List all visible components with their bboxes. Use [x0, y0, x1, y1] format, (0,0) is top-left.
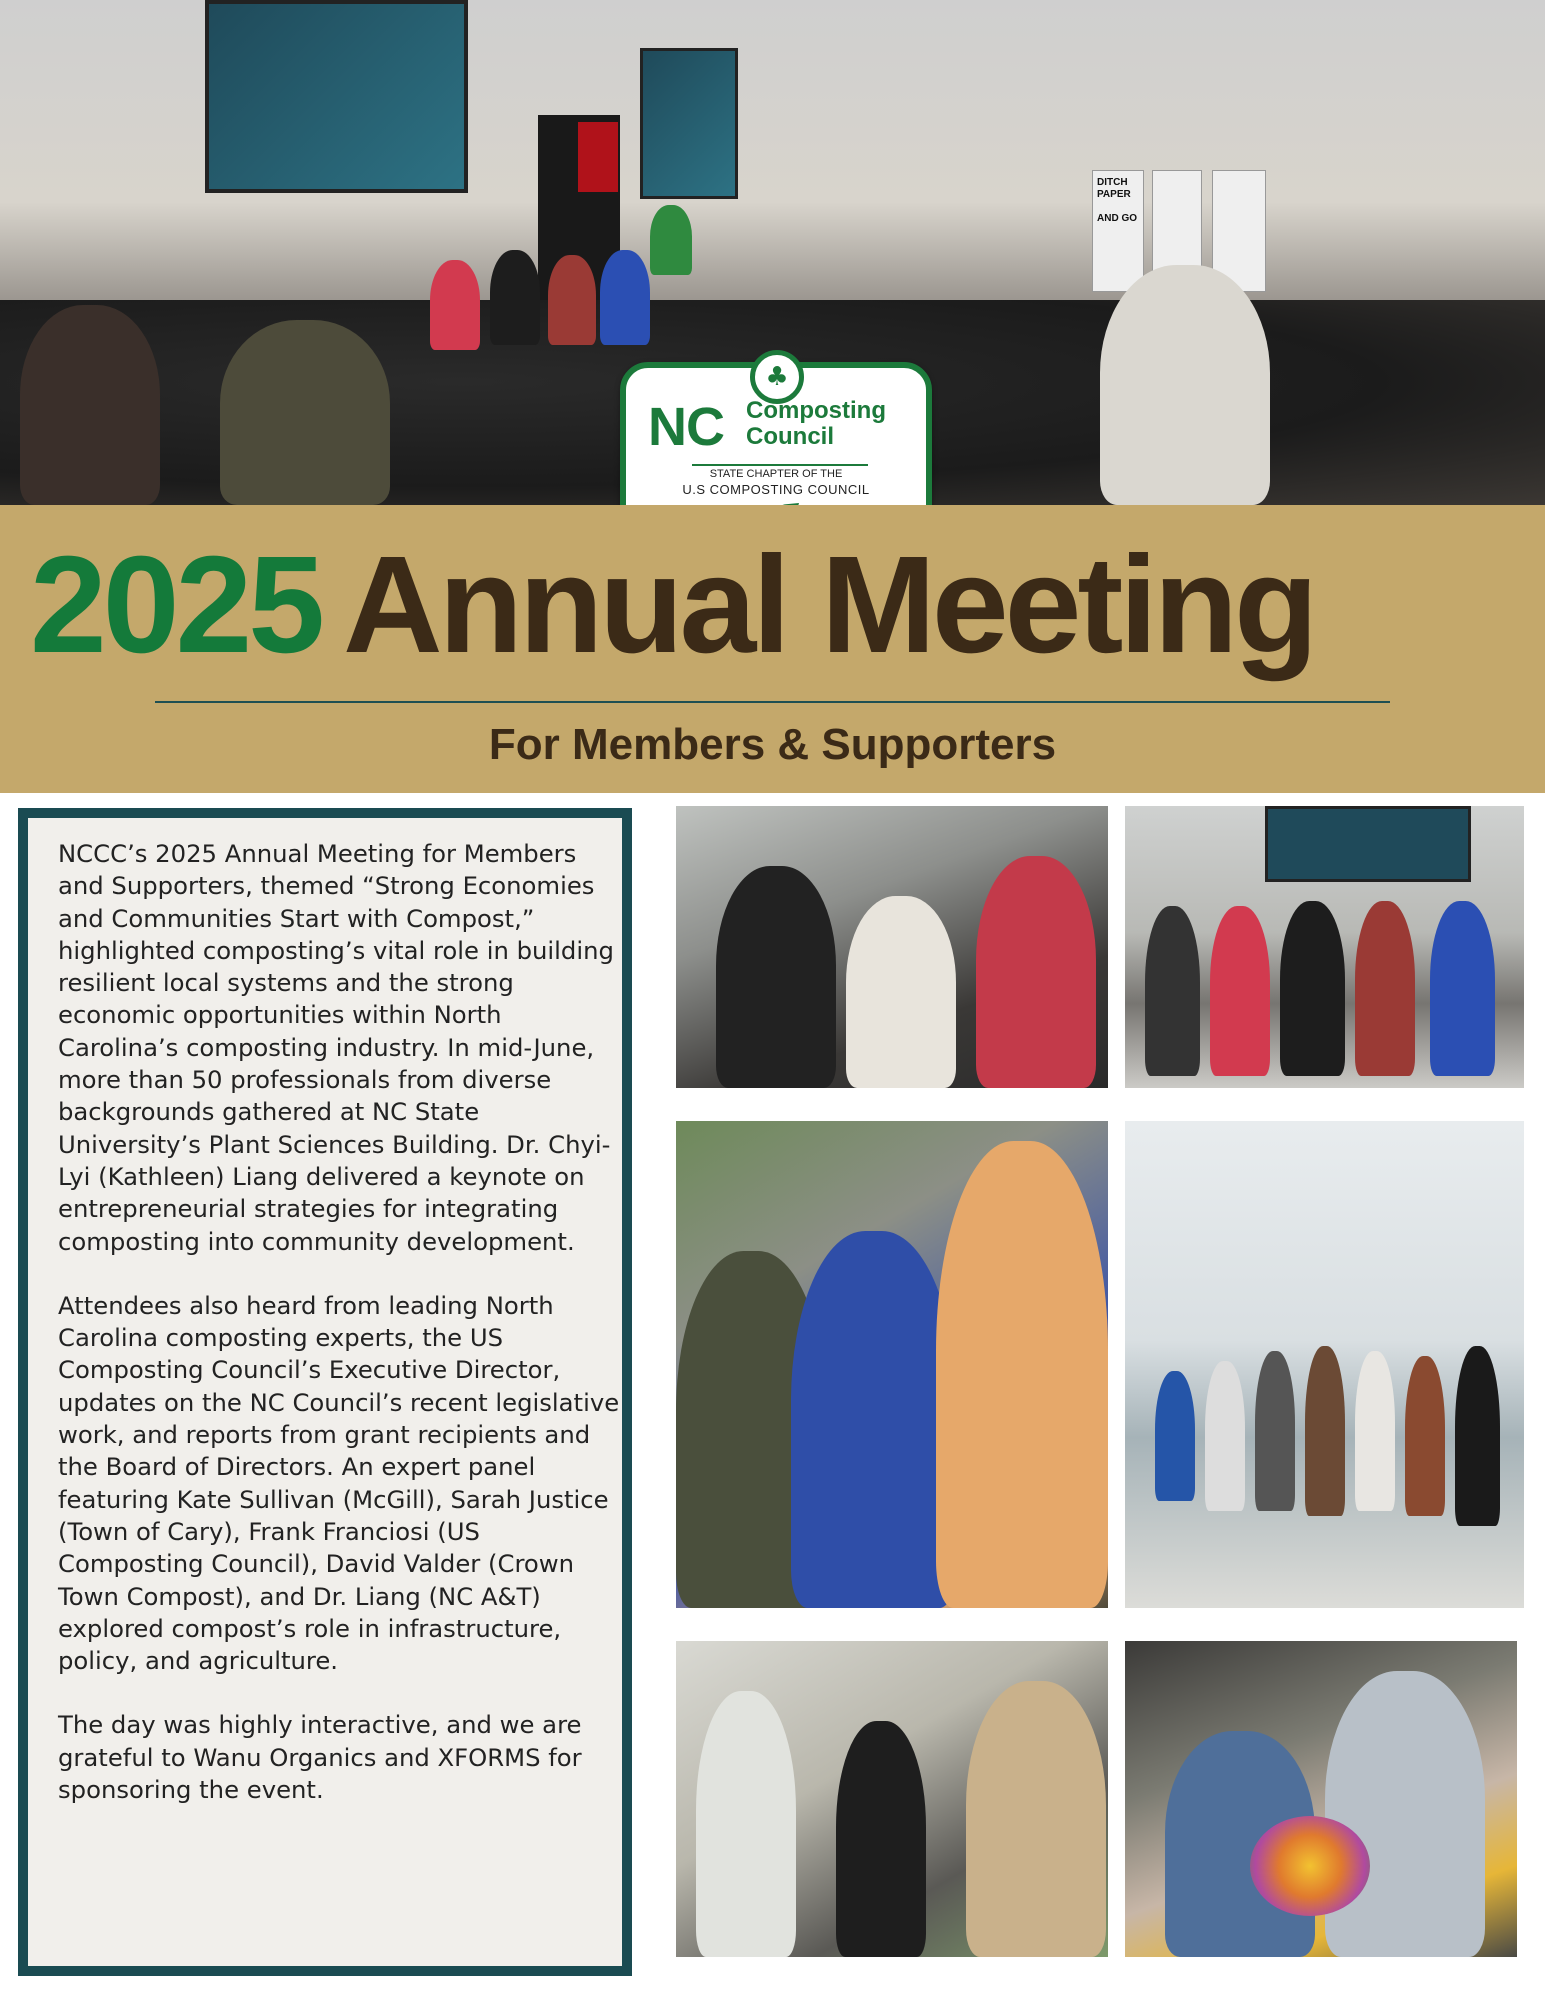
attendee [20, 305, 160, 505]
title-divider [155, 701, 1390, 703]
standee-subtext: AND GO [1097, 213, 1137, 224]
panelist [490, 250, 540, 345]
attendee [716, 866, 836, 1088]
article-body [58, 838, 628, 1838]
article-paragraph: Attendees also heard from leading North Carolina composting experts, the US Composting Council’s Executive Director, updates on the NC Council’s recent legislative work, and reports from grant recipients and the Board of Directors. An expert panel featuring Kate Sullivan (McGill), Sarah Justice (Town of Cary), Frank Franciosi (US Composting Council), David Valder (Crown Town Compost), and Dr. Liang (NC A&T) explored compost’s role in infrastructure, policy, and agriculture. [58, 1290, 620, 1676]
flower-bouquet [1250, 1816, 1370, 1916]
logo-name [746, 398, 886, 450]
article-box [18, 808, 632, 1976]
attendee [1405, 1356, 1445, 1516]
speaker [650, 205, 692, 275]
photo-table-discussion [676, 806, 1108, 1088]
photo-panel-seated [1125, 806, 1524, 1088]
attendee [1305, 1346, 1345, 1516]
attendee [1205, 1361, 1245, 1511]
title-year: 2025 [30, 528, 321, 682]
panelist [600, 250, 650, 345]
tree-icon: ♣ [750, 350, 804, 404]
photo-networking [676, 1641, 1108, 1957]
projection-screen [205, 0, 468, 193]
photo-group-greenhouse [1125, 1121, 1524, 1608]
logo-nc: NC [648, 397, 724, 457]
stage-banner [578, 122, 618, 192]
article-paragraph: The day was highly interactive, and we are grateful to Wanu Organics and XFORMS for sponsoring the event. [58, 1710, 582, 1805]
attendee [846, 896, 956, 1088]
panelist [1210, 906, 1270, 1076]
attendee [1100, 265, 1270, 505]
projection-screen-small [640, 48, 738, 199]
attendee [696, 1691, 796, 1957]
page-number: 7 [1494, 1974, 1505, 1994]
panelist [548, 255, 596, 345]
panelist [1280, 901, 1345, 1076]
standee-text: DITCH PAPER [1097, 177, 1131, 200]
attendee [1455, 1346, 1500, 1526]
attendee [220, 320, 390, 505]
logo-subline-1: STATE CHAPTER OF THE [709, 468, 843, 480]
logo-council: Council [746, 423, 834, 450]
attendee [936, 1141, 1108, 1608]
attendee [976, 856, 1096, 1088]
title-text: Annual Meeting [343, 528, 1315, 682]
attendee [966, 1681, 1106, 1957]
attendee [1155, 1371, 1195, 1501]
page-title [30, 525, 1314, 685]
projection-screen [1265, 806, 1471, 882]
logo-composting: Composting [746, 397, 886, 424]
logo-divider [692, 464, 868, 466]
panelist [1430, 901, 1495, 1076]
page-subtitle: For Members & Supporters [488, 720, 1057, 769]
logo-subline-2: U.S COMPOSTING COUNCIL [682, 482, 870, 497]
attendee [1355, 1351, 1395, 1511]
photo-selfie [676, 1121, 1108, 1608]
attendee [836, 1721, 926, 1957]
photo-flower-presentation [1125, 1641, 1517, 1957]
panelist [1355, 901, 1415, 1076]
attendee [1325, 1671, 1485, 1957]
article-paragraph: NCCC’s 2025 Annual Meeting for Members and Supporters, themed “Strong Economies and Communities Start with Compost,” highlighted composting’s vital role in building resilient local systems and the strong economic opportunities within North Carolina’s composting industry. In mid-June, more than 50 professionals from diverse backgrounds gathered at NC State University’s Plant Sciences Building. Dr. Chyi-Lyi (Kathleen) Liang delivered a keynote on entrepreneurial strategies for integrating composting into community development. [58, 839, 614, 1256]
panelist [430, 260, 480, 350]
event-standee [1092, 170, 1144, 292]
attendee [1255, 1351, 1295, 1511]
attendee [791, 1231, 956, 1608]
panelist [1145, 906, 1200, 1076]
